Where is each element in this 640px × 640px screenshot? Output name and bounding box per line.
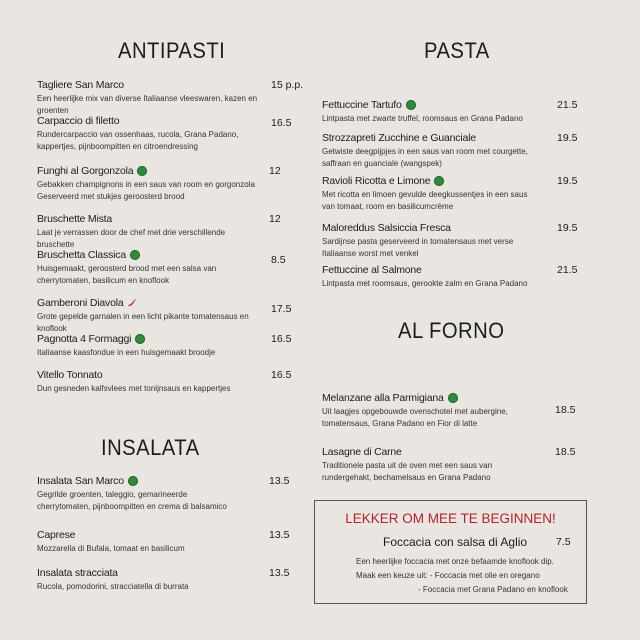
antipasti-title: ANTIPASTI [118, 38, 226, 63]
item-description: Huisgemaakt, geroosterd brood met een salsa van cherrytomaten, basilicum en knoflook [37, 264, 217, 285]
pasta-title: PASTA [424, 38, 490, 63]
chili-pepper-icon [127, 299, 136, 308]
item-name: Fettuccine al Salmone [322, 264, 422, 276]
item-name: Insalata San Marco [37, 475, 237, 487]
item-name: Strozzapreti Zucchine e Guanciale [322, 132, 476, 144]
item-price: 13.5 [269, 475, 290, 487]
item-name: Tagliere San Marco [37, 79, 124, 91]
item-description: Italiaanse kaasfondue in een huisgemaakt broodje [37, 348, 216, 357]
menu-item [322, 132, 537, 170]
promo-description: Een heerlijke foccacia met onze befaamde knoflook dip. [356, 557, 554, 566]
menu-item [322, 175, 542, 213]
promo-choice-1: Maak een keuze uit: - Foccacia met olie en oregano [356, 571, 540, 580]
item-name: Ravioli Ricotta e Limone [322, 175, 542, 187]
menu-item [322, 264, 547, 290]
item-price: 13.5 [269, 529, 290, 541]
menu-item [322, 222, 542, 260]
vegetarian-icon [406, 100, 416, 110]
item-name: Maloreddus Salsiccia Fresca [322, 222, 451, 234]
item-name: Gamberoni Diavola [37, 297, 262, 309]
al-forno-title: AL FORNO [398, 318, 505, 343]
item-price: 19.5 [557, 175, 578, 187]
item-price: 16.5 [271, 117, 292, 129]
menu-item [37, 79, 267, 117]
item-description: Een heerlijke mix van diverse Italiaanse vleeswaren, kazen en groenten [37, 94, 258, 115]
menu-item [322, 99, 542, 125]
item-price: 19.5 [557, 222, 578, 234]
menu-item [322, 392, 537, 430]
promo-choice-2: - Foccacia met Grana Padano en knoflook [418, 585, 568, 594]
menu-item [37, 249, 252, 287]
item-description: Rundercarpaccio van ossenhaas, rucola, Grana Padano, kappertjes, pijnboompitten en citroendressing [37, 130, 239, 151]
item-name: Funghi al Gorgonzola [37, 165, 257, 177]
menu-item [37, 529, 257, 555]
item-description: Laat je verrassen door de chef met drie verschillende bruschette [37, 228, 226, 249]
item-description: Mozzarella di Bufala, tomaat en basilicum [37, 544, 185, 553]
item-price: 19.5 [557, 132, 578, 144]
item-description: Uit laagjes opgebouwde ovenschotel met aubergine, tomatensaus, Grana Padano en Fior di latte [322, 407, 508, 428]
menu-item [37, 475, 237, 513]
item-name: Carpaccio di filetto [37, 115, 120, 127]
item-price: 18.5 [555, 446, 576, 458]
vegetarian-icon [448, 393, 458, 403]
item-name: Pagnotta 4 Formaggi [37, 333, 262, 345]
item-price: 12 [269, 213, 281, 225]
item-name: Insalata stracciata [37, 567, 118, 579]
vegetarian-icon [137, 166, 147, 176]
item-price: 8.5 [271, 254, 286, 266]
item-price: 21.5 [557, 99, 578, 111]
item-price: 21.5 [557, 264, 578, 276]
item-name: Caprese [37, 529, 76, 541]
item-description: Sardijnse pasta geserveerd in tomatensaus met verse Italiaanse worst met venkel [322, 237, 514, 258]
item-description: Grote gepelde garnalen in een licht pikante tomatensaus en knoflook [37, 312, 249, 333]
promo-item-price: 7.5 [556, 536, 571, 548]
promo-heading: LEKKER OM MEE TE BEGINNEN! [345, 511, 556, 526]
vegetarian-icon [130, 250, 140, 260]
insalata-title: INSALATA [101, 435, 200, 460]
item-name: Lasagne di Carne [322, 446, 402, 458]
item-description: Lintpasta met zwarte truffel, roomsaus en Grana Padano [322, 114, 523, 123]
menu-item [37, 115, 257, 153]
menu-item [37, 165, 257, 203]
item-description: Traditionele pasta uit de oven met een saus van rundergehakt, bechamelsaus en Grana Padano [322, 461, 493, 482]
item-description: Gebakken champignons in een saus van room en gorgonzola Geserveerd met stukjes geroosterd brood [37, 180, 255, 201]
item-description: Gegrilde groenten, taleggio, gemarineerde cherrytomaten, pijnboompitten en crema di balsamico [37, 490, 227, 511]
item-price: 12 [269, 165, 281, 177]
item-price: 16.5 [271, 369, 292, 381]
menu-item [37, 213, 262, 251]
menu-item [37, 297, 262, 335]
vegetarian-icon [128, 476, 138, 486]
menu-item [37, 333, 262, 359]
item-price: 15 p.p. [271, 79, 304, 91]
item-price: 17.5 [271, 303, 292, 315]
item-name: Bruschette Mista [37, 213, 112, 225]
vegetarian-icon [135, 334, 145, 344]
item-name: Fettuccine Tartufo [322, 99, 542, 111]
item-name: Melanzane alla Parmigiana [322, 392, 537, 404]
item-description: Met ricotta en limoen gevulde deegkussentjes in een saus van tomaat, room en basilicumcrème [322, 190, 528, 211]
item-name: Vitello Tonnato [37, 369, 103, 381]
menu-item [37, 369, 262, 395]
item-price: 16.5 [271, 333, 292, 345]
item-price: 13.5 [269, 567, 290, 579]
vegetarian-icon [434, 176, 444, 186]
item-description: Rucola, pomodorini, stracciatella di burrata [37, 582, 189, 591]
promo-item-name: Foccacia con salsa di Aglio [383, 535, 528, 549]
item-price: 18.5 [555, 404, 576, 416]
item-name: Bruschetta Classica [37, 249, 252, 261]
item-description: Lintpasta met roomsaus, gerookte zalm en Grana Padano [322, 279, 528, 288]
menu-item [322, 446, 537, 484]
starter-promo-box [314, 500, 587, 604]
item-description: Dun gesneden kalfsvlees met tonijnsaus en kappertjes [37, 384, 231, 393]
menu-item [37, 567, 257, 593]
item-description: Getwiste deegpijpjes in een saus van room met courgette, saffraan en guanciale (wangspek) [322, 147, 528, 168]
